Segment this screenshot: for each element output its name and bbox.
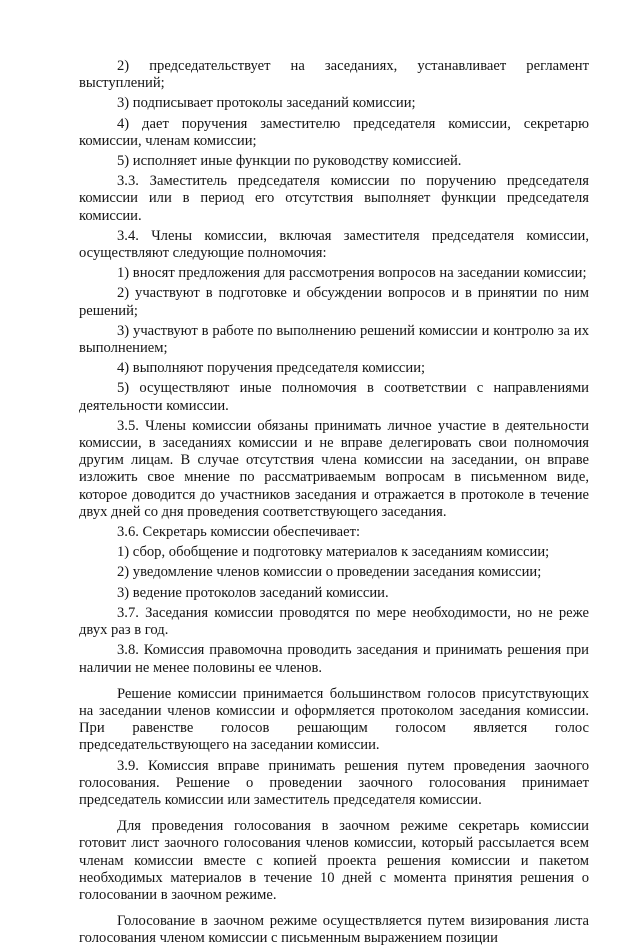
paragraph-3-9: 3.9. Комиссия вправе принимать решения путем проведения заочного голосования. Решение о проведении заочного голосования принимает председатель комиссии или заместитель председателя комиссии.: [79, 757, 589, 808]
paragraph-3-4-item-1: 1) вносят предложения для рассмотрения вопросов на заседании комиссии;: [117, 265, 587, 282]
paragraph-3-6-item-3: 3) ведение протоколов заседаний комиссии.: [117, 584, 389, 601]
paragraph-3-4-item-2: 2) участвуют в подготовке и обсуждении вопросов и в принятии по ним решений;: [79, 285, 589, 319]
paragraph-3-7: 3.7. Заседания комиссии проводятся по мере необходимости, но не реже двух раз в год.: [79, 604, 589, 639]
paragraph-3-3: 3.3. Заместитель председателя комиссии по поручению председателя комиссии или в период его отсутствия выполняет функции председателя комиссии.: [79, 173, 589, 224]
paragraph-3-6-item-2: 2) уведомление членов комиссии о проведении заседания комиссии;: [117, 564, 542, 581]
paragraph-item-5: 5) исполняет иные функции по руководству комиссией.: [117, 153, 462, 170]
paragraph-decision: Решение комиссии принимается большинством голосов присутствующих на заседании членов комиссии и оформляется протоколом заседания комиссии. При равенстве голосов решающим голосом является голос председательствующего на заседании комиссии.: [79, 685, 589, 754]
paragraph-3-8: 3.8. Комиссия правомочна проводить заседания и принимать решения при наличии не менее половины ее членов.: [79, 642, 589, 676]
paragraph-3-4: 3.4. Члены комиссии, включая заместителя председателя комиссии, осуществляют следующие полномочия:: [79, 227, 589, 262]
paragraph-item-4: 4) дает поручения заместителю председателя комиссии, секретарю комиссии, членам комиссии;: [79, 115, 589, 149]
paragraph-3-4-item-5: 5) осуществляют иные полномочия в соответствии с направлениями деятельности комиссии.: [79, 380, 589, 414]
paragraph-3-5: 3.5. Члены комиссии обязаны принимать личное участие в деятельности комиссии, в заседаниях комиссии и не вправе делегировать свои полномочия другим лицам. В случае отсутствия члена комиссии на заседании, он вправе изложить свое мнение по рассматриваемым вопросам в письменном виде, которое доводится до участников заседания и отражается в протоколе в течение двух дней со дня проведения соответствующего заседания.: [79, 417, 589, 520]
paragraph-item-2: 2) председательствует на заседаниях, устанавливает регламент выступлений;: [79, 58, 589, 92]
paragraph-voting-procedure: Голосование в заочном режиме осуществляется путем визирования листа голосования членом комиссии с письменным выражением позиции: [79, 913, 589, 947]
document-body: [79, 58, 589, 948]
paragraph-absentee-voting: Для проведения голосования в заочном режиме секретарь комиссии готовит лист заочного голосования членов комиссии, который рассылается всем членам комиссии вместе с копией проекта решения комиссии и пакетом необходимых материалов в течение 10 дней с момента принятия решения о голосовании в заочном режиме.: [79, 818, 589, 903]
paragraph-3-6-item-1: 1) сбор, обобщение и подготовку материалов к заседаниям комиссии;: [117, 544, 550, 561]
paragraph-item-3: 3) подписывает протоколы заседаний комиссии;: [117, 95, 416, 112]
paragraph-3-4-item-4: 4) выполняют поручения председателя комиссии;: [117, 360, 426, 377]
paragraph-3-6: 3.6. Секретарь комиссии обеспечивает:: [117, 524, 361, 541]
paragraph-3-4-item-3: 3) участвуют в работе по выполнению решений комиссии и контролю за их выполнением;: [79, 322, 589, 357]
